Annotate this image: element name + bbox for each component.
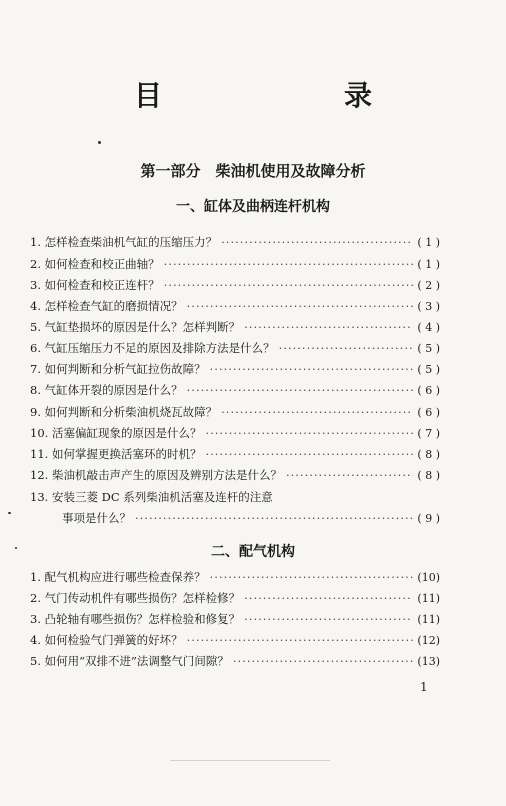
toc-page-number: ( 4 ) bbox=[417, 321, 440, 334]
toc-entry[interactable] bbox=[62, 510, 440, 530]
leader-dots bbox=[210, 570, 414, 584]
toc-entry-text: 2. 气门传动机件有哪些损伤？怎样检修？ bbox=[30, 591, 241, 605]
toc-entry-text[interactable]: 13. 安装三菱 DC 系列柴油机活塞及连杆的注意 bbox=[30, 490, 273, 504]
toc-page-number: ( 1 ) bbox=[417, 258, 440, 271]
toc-page-number: ( 8 ) bbox=[417, 448, 440, 461]
part-heading: 第一部分 柴油机使用及故障分析 bbox=[140, 162, 366, 180]
toc-page-number: ( 6 ) bbox=[417, 384, 440, 397]
toc-page-number: (10) bbox=[417, 571, 440, 584]
toc-entry-text: 4. 如何检验气门弹簧的好坏？ bbox=[30, 633, 183, 647]
toc-page-number: (11) bbox=[417, 592, 440, 605]
toc-entry[interactable] bbox=[30, 256, 440, 276]
toc-entry[interactable] bbox=[30, 569, 440, 589]
toc-page-number: ( 8 ) bbox=[417, 469, 440, 482]
toc-entry-text: 11. 如何掌握更换活塞环的时机？ bbox=[30, 447, 202, 461]
toc-entry[interactable] bbox=[30, 632, 440, 652]
toc-entry-text: 9. 如何判断和分析柴油机烧瓦故障？ bbox=[30, 405, 218, 419]
toc-entry-text: 5. 气缸垫损坏的原因是什么？怎样判断？ bbox=[30, 320, 241, 334]
toc-entry-text: 7. 如何判断和分析气缸拉伤故障？ bbox=[30, 362, 206, 376]
toc-entry-text: 1. 配气机构应进行哪些检查保养？ bbox=[30, 570, 206, 584]
toc-page-number: ( 3 ) bbox=[417, 300, 440, 313]
leader-dots bbox=[286, 468, 413, 482]
toc-entry[interactable] bbox=[30, 425, 440, 445]
toc-entry-text: 3. 如何检查和校正连杆？ bbox=[30, 278, 160, 292]
toc-page-number: ( 9 ) bbox=[417, 512, 440, 525]
toc-entry[interactable] bbox=[30, 590, 440, 610]
toc-page-number: ( 7 ) bbox=[417, 427, 440, 440]
toc-entry-text: 10. 活塞偏缸现象的原因是什么？ bbox=[30, 426, 202, 440]
toc-page-number: (12) bbox=[417, 634, 440, 647]
leader-dots bbox=[221, 405, 413, 419]
toc-entry[interactable] bbox=[30, 467, 440, 487]
leader-dots bbox=[187, 383, 414, 397]
toc-page-number: ( 5 ) bbox=[417, 363, 440, 376]
toc-entry-text: 6. 气缸压缩压力不足的原因及排除方法是什么？ bbox=[30, 341, 275, 355]
toc-entry[interactable] bbox=[30, 611, 440, 631]
leader-dots bbox=[164, 278, 414, 292]
scan-speck bbox=[98, 141, 101, 144]
toc-entry[interactable] bbox=[30, 340, 440, 360]
toc-entry[interactable] bbox=[30, 298, 440, 318]
leader-dots bbox=[221, 235, 413, 249]
scan-speck bbox=[8, 512, 11, 514]
leader-dots bbox=[205, 447, 413, 461]
toc-page-number: (11) bbox=[417, 613, 440, 626]
toc-entry[interactable] bbox=[30, 382, 440, 402]
leader-dots bbox=[244, 612, 413, 626]
leader-dots bbox=[279, 341, 414, 355]
section-heading-2: 二、配气机构 bbox=[211, 544, 295, 560]
leader-dots bbox=[244, 320, 413, 334]
toc-entry-text: 5. 如何用“双排不进”法调整气门间隙？ bbox=[30, 654, 229, 668]
toc-entry[interactable] bbox=[30, 446, 440, 466]
scan-speck bbox=[15, 547, 17, 549]
toc-entry[interactable] bbox=[30, 404, 440, 424]
toc-entry[interactable] bbox=[30, 361, 440, 381]
toc-entry[interactable] bbox=[30, 277, 440, 297]
toc-entry-text: 12. 柴油机敲击声产生的原因及辨别方法是什么？ bbox=[30, 468, 282, 482]
leader-dots bbox=[210, 362, 414, 376]
toc-entry-text: 4. 怎样检查气缸的磨损情况？ bbox=[30, 299, 183, 313]
scan-artifact-line bbox=[170, 760, 330, 761]
leader-dots bbox=[164, 257, 414, 271]
leader-dots bbox=[205, 426, 413, 440]
toc-page-number: ( 1 ) bbox=[417, 236, 440, 249]
toc-entry-text: 8. 气缸体开裂的原因是什么？ bbox=[30, 383, 183, 397]
leader-dots bbox=[233, 654, 414, 668]
section-heading-1: 一、缸体及曲柄连杆机构 bbox=[176, 199, 330, 215]
leader-dots bbox=[244, 591, 413, 605]
page-title: 目 录 bbox=[133, 79, 414, 112]
toc-page-number: ( 2 ) bbox=[417, 279, 440, 292]
leader-dots bbox=[187, 299, 414, 313]
toc-entry-text: 事项是什么？ bbox=[62, 511, 131, 525]
toc-entry-text: 2. 如何检查和校正曲轴？ bbox=[30, 257, 160, 271]
toc-page-number: ( 5 ) bbox=[417, 342, 440, 355]
toc-page-number: (13) bbox=[417, 655, 440, 668]
toc-entry-text: 3. 凸轮轴有哪些损伤？怎样检验和修复？ bbox=[30, 612, 241, 626]
leader-dots bbox=[187, 633, 414, 647]
toc-page-number: ( 6 ) bbox=[417, 406, 440, 419]
page-number: 1 bbox=[420, 680, 428, 694]
toc-entry[interactable] bbox=[30, 234, 440, 254]
toc-entry-text: 1. 怎样检查柴油机气缸的压缩压力？ bbox=[30, 235, 218, 249]
toc-entry[interactable] bbox=[30, 653, 440, 673]
leader-dots bbox=[135, 511, 413, 525]
toc-entry[interactable] bbox=[30, 319, 440, 339]
